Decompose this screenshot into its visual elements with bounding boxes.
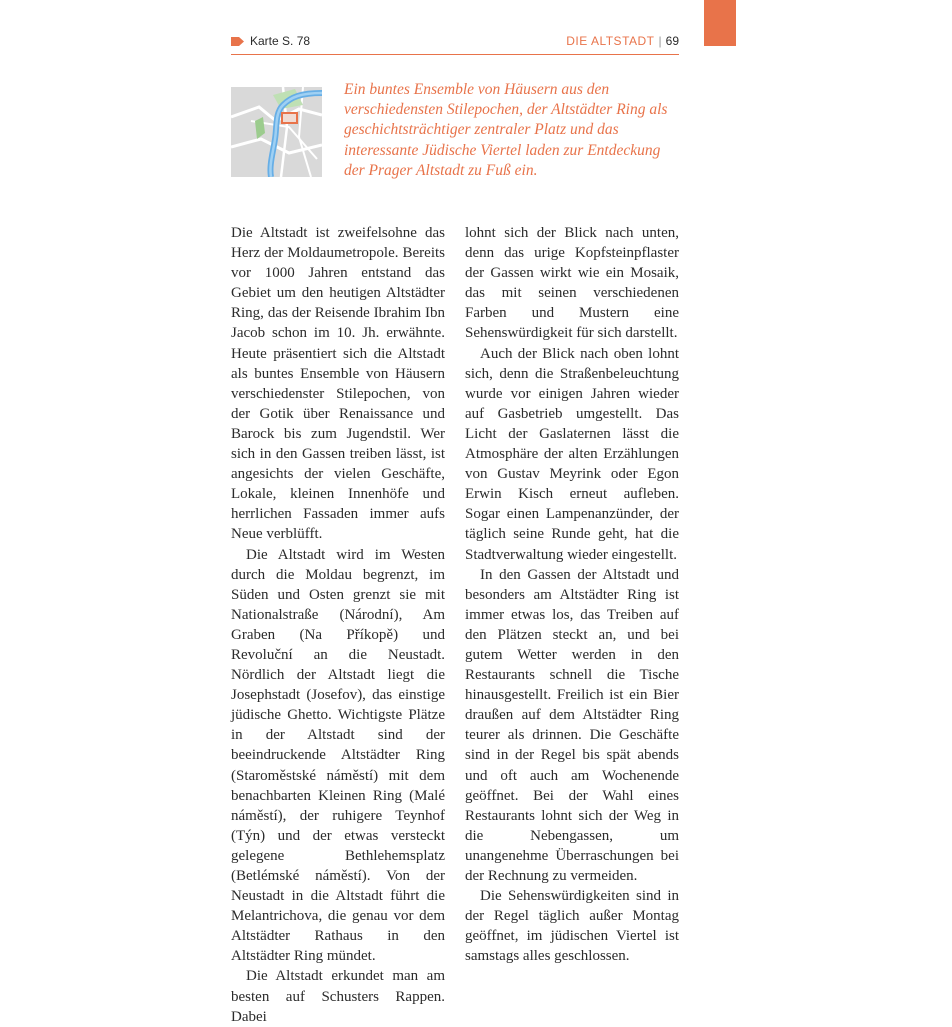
paragraph: In den Gassen der Altstadt und besonders am Altstädter Ring ist immer etwas los, das Treiben auf den Plätzen steckt an, und bei gutem Wetter werden in den Restaurants schnell die Tische hinausgestellt. Freilich ist ein Bier draußen auf dem Altstädter Ring teurer als drinnen. Die Geschäfte sind in der Regel bis spät abends und oft auch am Wochenende geöffnet. Bei der Wahl eines Restaurants lohnt sich der Weg in die Nebengassen, um unangenehme Überraschungen bei der Rechnung zu vermeiden.	[465, 566, 679, 884]
header-section-info	[566, 34, 679, 48]
paragraph: Die Sehenswürdigkeiten sind in der Regel täglich außer Montag geöffnet, im jüdischen Viertel ist samstags alles geschlossen.	[465, 888, 679, 965]
paragraph: Die Altstadt erkundet man am besten auf Schusters Rappen. Dabei	[231, 968, 445, 1025]
left-column	[231, 223, 445, 1027]
paragraph: lohnt sich der Blick nach unten, denn das urige Kopfsteinpflaster der Gassen wirkt wie ein Mosaik, das mit seinen verschiedenen Farben und Mustern eine Sehenswürdigkeit für sich darstellt.	[465, 225, 679, 342]
section-title: DIE ALTSTADT	[566, 34, 655, 48]
map-reference-label: Karte S. 78	[250, 34, 311, 48]
map-thumbnail-icon	[231, 87, 322, 177]
page-tab-marker	[704, 0, 736, 46]
map-reference[interactable]	[231, 34, 310, 48]
running-header	[231, 34, 679, 55]
paragraph: Die Altstadt ist zweifelsohne das Herz der Moldaumetropole. Bereits vor 1000 Jahren entstand das Gebiet um den heutigen Altstädter Ring, das der Reisende Ibrahim Ibn Jacob schon im 10. Jh. erwähnte. Heute präsentiert sich die Altstadt als buntes Ensemble von Häusern verschiedenster Stilepochen, von der Gotik über Renaissance und Barock bis zum Jugendstil. Wer sich in den Gassen treiben lässt, ist angesichts der vielen Geschäfte, Lokale, kleinen Innenhöfe und herrlichen Fassaden immer aufs Neue verblüfft.	[231, 225, 445, 543]
page-number: 69	[665, 34, 679, 48]
paragraph: Die Altstadt wird im Westen durch die Moldau begrenzt, im Süden und Osten grenzt sie mit Nationalstraße (Národní), Am Graben (Na Příkopě) und Revoluční an die Neustadt. Nördlich der Altstadt liegt die Josephstadt (Josefov), das einstige jüdische Ghetto. Wichtigste Plätze in der Altstadt sind der beeindruckende Altstädter Ring (Staroměstské náměstí) mit dem benachbarten Kleinen Ring (Malé náměstí), der ruhigere Teynhof (Týn) und der etwas versteckt gelegene Bethlehemsplatz (Betlémské náměstí). Von der Neustadt in die Altstadt führt die Melantrichova, die genau vor dem Altstädter Rathaus in den Altstädter Ring mündet.	[231, 546, 445, 965]
arrow-right-icon	[231, 36, 244, 47]
intro-text: Ein buntes Ensemble von Häusern aus den verschiedensten Stilepochen, der Altstädter Ring als geschichtsträchtiger zentraler Platz und das interessante Jüdische Viertel laden zur Entdeckung der Prager Altstadt zu Fuß ein.	[344, 81, 668, 179]
paragraph: Auch der Blick nach oben lohnt sich, denn die Straßenbeleuchtung wurde vor einigen Jahren wieder auf Gasbetrieb umgestellt. Das Licht der Gaslaternen lässt die Atmosphäre der alten Erzählungen von Gustav Meyrink oder Egon Erwin Kisch erneut aufleben. Sogar einen Lampenanzünder, der täglich seine Runde geht, hat die Stadtverwaltung wieder eingestellt.	[465, 345, 679, 563]
right-column	[465, 223, 679, 966]
header-separator: |	[658, 34, 662, 48]
